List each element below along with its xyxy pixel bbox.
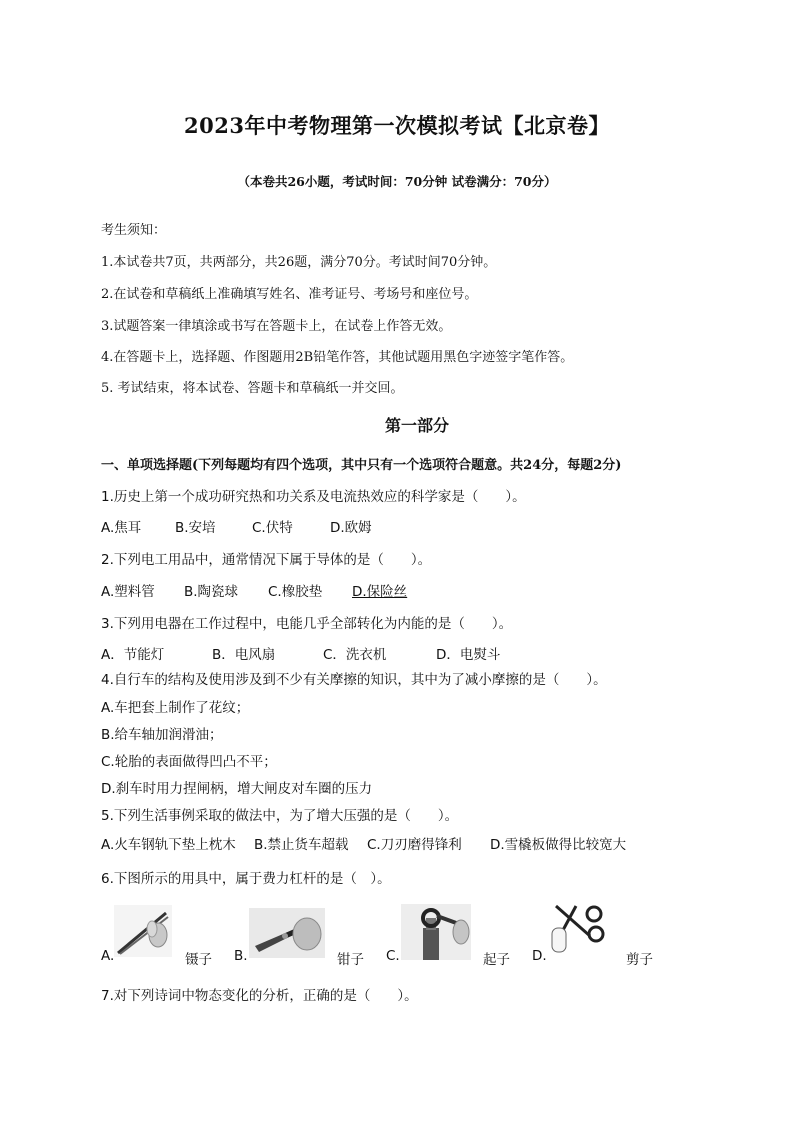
question-stem: 1.历史上第一个成功研究热和功关系及电流热效应的科学家是（ ）。 [101,489,526,505]
option: A．节能灯 [101,647,165,663]
question-stem: 3.下列用电器在工作过程中，电能几乎全部转化为内能的是（ ）。 [101,616,513,632]
question-stem: 7.对下列诗词中物态变化的分析，正确的是（ ）。 [101,988,418,1004]
notes-heading: 考生须知： [101,223,167,238]
option: C．洗衣机 [323,647,387,663]
option: A.车把套上制作了花纹； [101,700,250,716]
exam-subtitle: （本卷共26小题，考试时间：70分钟 试卷满分：70分） [237,174,557,189]
scissors-icon [550,902,606,954]
option: D.欧姆 [330,520,372,536]
option: D.保险丝 [352,584,408,600]
tweezers-icon [114,905,172,957]
note-item: 2.在试卷和草稿纸上准确填写姓名、准考证号、考场号和座位号。 [101,287,478,302]
option: A.塑料管 [101,584,155,600]
note-item: 3.试题答案一律填涂或书写在答题卡上，在试卷上作答无效。 [101,319,452,334]
option: D.雪橇板做得比较宽大 [490,837,627,853]
note-item: 5. 考试结束，将本试卷、答题卡和草稿纸一并交回。 [101,381,404,396]
option: B.禁止货车超载 [254,837,349,853]
tool-name: 剪子 [626,952,653,968]
tool-name: 镊子 [185,952,212,968]
part-title: 第一部分 [384,416,449,435]
bottle-opener-icon [401,904,471,960]
option: A.火车钢轨下垫上枕木 [101,837,236,853]
exam-title: 2023年中考物理第一次模拟考试【北京卷】 [184,113,610,138]
pliers-icon [249,908,325,958]
option: C.伏特 [252,520,293,536]
tool-name: 起子 [483,952,510,968]
option: D．电熨斗 [436,647,501,663]
tool-name: 钳子 [337,952,364,968]
question-stem: 2.下列电工用品中，通常情况下属于导体的是（ ）。 [101,552,432,568]
option: C. [386,948,400,964]
option: B.陶瓷球 [184,584,239,600]
option: C.刀刃磨得锋利 [367,837,462,853]
option: D.刹车时用力捏闸柄，增大闸皮对车圈的压力 [101,781,373,797]
option: C.橡胶垫 [268,584,323,600]
option: B．电风扇 [212,647,276,663]
note-item: 4.在答题卡上，选择题、作图题用2B铅笔作答，其他试题用黑色字迹签字笔作答。 [101,350,574,365]
question-stem: 4.自行车的结构及使用涉及到不少有关摩擦的知识，其中为了减小摩擦的是（ ）。 [101,672,607,688]
option: D. [532,948,547,964]
option: A. [101,948,115,964]
option: B. [234,948,248,964]
option: B.给车轴加润滑油； [101,727,223,743]
section-heading: 一、单项选择题(下列每题均有四个选项，其中只有一个选项符合题意。共24分，每题2分) [101,458,622,473]
question-stem: 6.下图所示的用具中，属于费力杠杆的是（ ）。 [101,871,391,887]
option: C.轮胎的表面做得凹凸不平； [101,754,277,770]
option: B.安培 [175,520,216,536]
question-stem: 5.下列生活事例采取的做法中，为了增大压强的是（ ）。 [101,808,459,824]
option: A.焦耳 [101,520,142,536]
note-item: 1.本试卷共7页，共两部分，共26题，满分70分。考试时间70分钟。 [101,255,497,270]
